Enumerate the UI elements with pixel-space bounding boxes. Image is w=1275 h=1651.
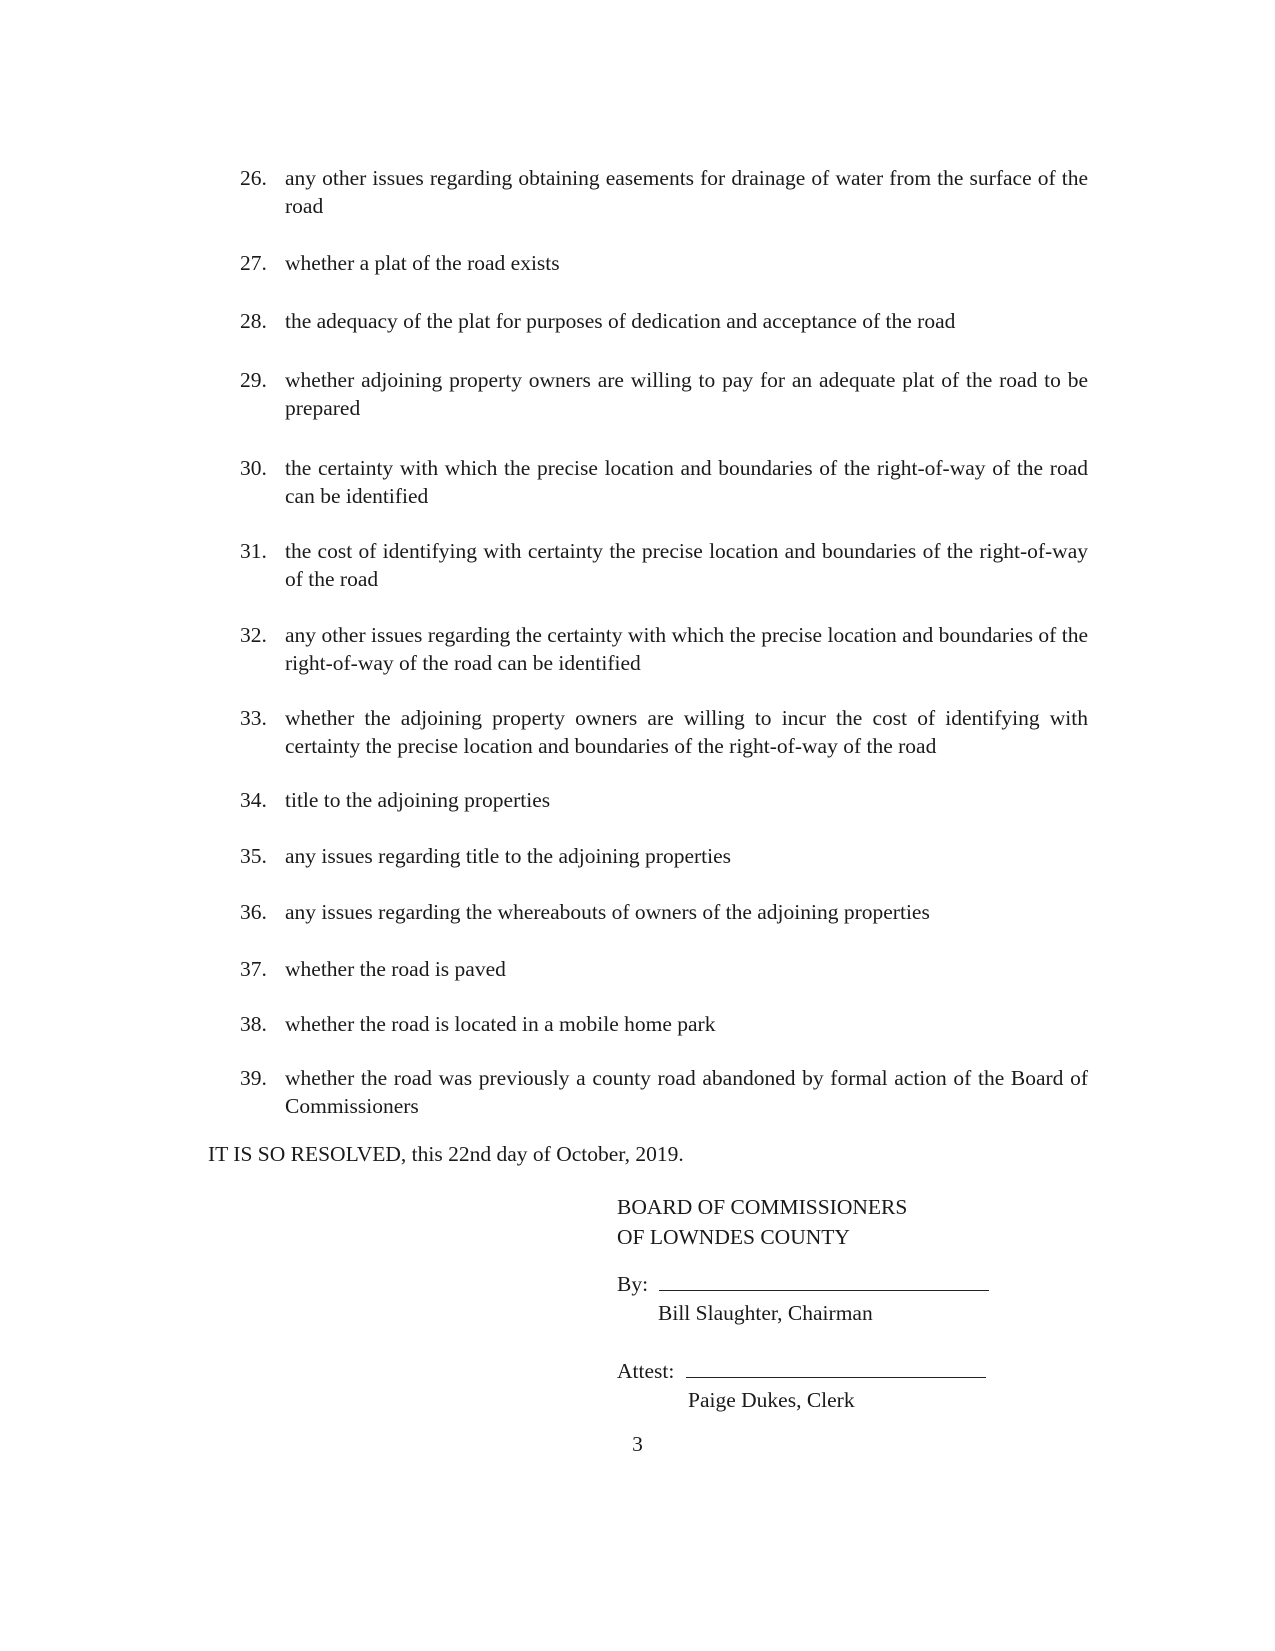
attest-label: Attest: xyxy=(617,1359,675,1383)
item-text: whether the road is paved xyxy=(285,957,506,981)
list-item-39 xyxy=(240,1064,1088,1120)
item-number: 33. xyxy=(240,706,267,730)
clerk-signature-line xyxy=(686,1359,986,1378)
list-item-29 xyxy=(240,366,1088,422)
item-text: whether the adjoining property owners are willing to incur the cost of identifying with certainty the precise location and boundaries of the right-of-way of the road xyxy=(285,706,1088,758)
item-number: 37. xyxy=(240,957,267,981)
by-label: By: xyxy=(617,1272,649,1296)
item-text: the cost of identifying with certainty the precise location and boundaries of the right-of-way of the road xyxy=(285,539,1088,591)
chairman-signature-line xyxy=(659,1272,989,1291)
item-text: any issues regarding title to the adjoining properties xyxy=(285,844,732,868)
chairman-name: Bill Slaughter, Chairman xyxy=(658,1301,873,1325)
resolution-statement: IT IS SO RESOLVED, this 22nd day of October, 2019. xyxy=(208,1142,684,1166)
item-number: 29. xyxy=(240,368,267,392)
item-number: 26. xyxy=(240,166,267,190)
clerk-name: Paige Dukes, Clerk xyxy=(688,1388,855,1412)
item-number: 27. xyxy=(240,251,267,275)
item-number: 35. xyxy=(240,844,267,868)
item-number: 38. xyxy=(240,1012,267,1036)
item-text: whether the road is located in a mobile home park xyxy=(285,1012,716,1036)
list-item-35 xyxy=(240,842,1088,870)
list-item-37 xyxy=(240,955,1088,983)
item-number: 31. xyxy=(240,539,267,563)
item-text: any other issues regarding obtaining easements for drainage of water from the surface of the road xyxy=(285,166,1088,218)
item-text: whether the road was previously a county road abandoned by formal action of the Board of Commissioners xyxy=(285,1066,1088,1118)
item-number: 32. xyxy=(240,623,267,647)
list-item-32 xyxy=(240,621,1088,677)
list-item-26 xyxy=(240,164,1088,220)
item-text: the adequacy of the plat for purposes of dedication and acceptance of the road xyxy=(285,309,956,333)
item-number: 34. xyxy=(240,788,267,812)
item-text: whether adjoining property owners are willing to pay for an adequate plat of the road to be prepared xyxy=(285,368,1088,420)
list-item-30 xyxy=(240,454,1088,510)
item-number: 39. xyxy=(240,1066,267,1090)
list-item-34 xyxy=(240,786,1088,814)
item-text: title to the adjoining properties xyxy=(285,788,551,812)
list-item-33 xyxy=(240,704,1088,760)
item-text: any issues regarding the whereabouts of owners of the adjoining properties xyxy=(285,900,930,924)
item-number: 28. xyxy=(240,309,267,333)
list-item-36 xyxy=(240,898,1088,926)
item-number: 36. xyxy=(240,900,267,924)
signature-org-line-1: BOARD OF COMMISSIONERS xyxy=(617,1195,908,1219)
page-number: 3 xyxy=(632,1432,643,1456)
list-item-31 xyxy=(240,537,1088,593)
chairman-signature-block xyxy=(617,1270,989,1298)
list-item-28 xyxy=(240,307,1088,335)
item-text: the certainty with which the precise location and boundaries of the right-of-way of the road can be identified xyxy=(285,456,1088,508)
item-number: 30. xyxy=(240,456,267,480)
clerk-signature-block xyxy=(617,1357,986,1385)
list-item-38 xyxy=(240,1010,1088,1038)
list-item-27 xyxy=(240,249,1088,277)
item-text: whether a plat of the road exists xyxy=(285,251,560,275)
signature-org-line-2: OF LOWNDES COUNTY xyxy=(617,1225,850,1249)
item-text: any other issues regarding the certainty with which the precise location and boundaries of the right-of-way of the road can be identified xyxy=(285,623,1088,675)
